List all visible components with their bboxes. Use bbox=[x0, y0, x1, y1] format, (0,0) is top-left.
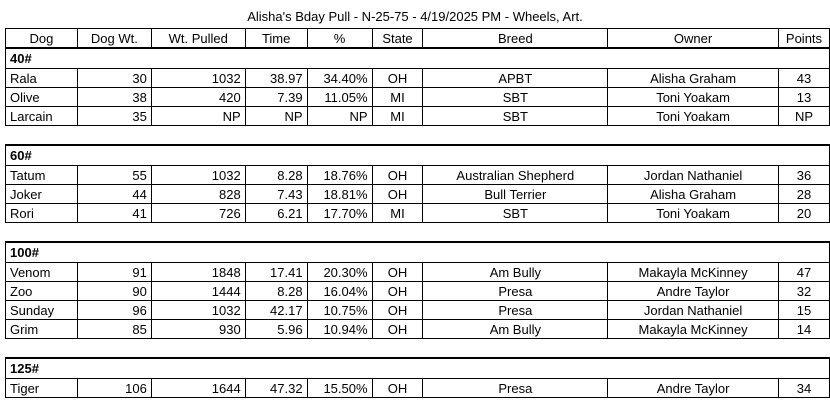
table-cell: 930 bbox=[151, 320, 245, 339]
table-cell: 828 bbox=[151, 185, 245, 204]
column-header: State bbox=[372, 29, 423, 49]
table-cell: 32 bbox=[778, 282, 829, 301]
table-cell: 8.28 bbox=[245, 282, 307, 301]
table-cell: Presa bbox=[423, 301, 608, 320]
table-cell: OH bbox=[372, 166, 423, 185]
table-row bbox=[6, 204, 830, 223]
table-cell: Tatum bbox=[6, 166, 78, 185]
table-row bbox=[6, 282, 830, 301]
table-cell: 1644 bbox=[151, 379, 245, 398]
table-cell: 420 bbox=[151, 88, 245, 107]
column-header: Breed bbox=[423, 29, 608, 49]
table-row bbox=[6, 107, 830, 126]
table-row bbox=[6, 379, 830, 398]
table-cell: 91 bbox=[77, 263, 151, 282]
weight-class-row bbox=[6, 145, 830, 166]
table-cell: Andre Taylor bbox=[608, 379, 779, 398]
table-cell: 43 bbox=[778, 69, 829, 88]
table-cell: 1848 bbox=[151, 263, 245, 282]
table-cell: Jordan Nathaniel bbox=[608, 301, 779, 320]
table-row bbox=[6, 185, 830, 204]
table-cell: 47.32 bbox=[245, 379, 307, 398]
weight-class-label: 60# bbox=[6, 145, 830, 166]
table-cell: 55 bbox=[77, 166, 151, 185]
table-cell: SBT bbox=[423, 204, 608, 223]
table-body bbox=[6, 48, 830, 398]
table-cell: NP bbox=[245, 107, 307, 126]
column-header: Points bbox=[778, 29, 829, 49]
table-cell: Jordan Nathaniel bbox=[608, 166, 779, 185]
table-cell: 1032 bbox=[151, 69, 245, 88]
table-cell: 90 bbox=[77, 282, 151, 301]
table-cell: 85 bbox=[77, 320, 151, 339]
table-cell: OH bbox=[372, 301, 423, 320]
table-cell: 1032 bbox=[151, 301, 245, 320]
table-cell: Joker bbox=[6, 185, 78, 204]
table-cell: 11.05% bbox=[307, 88, 372, 107]
column-header: Dog Wt. bbox=[77, 29, 151, 49]
table-cell: 30 bbox=[77, 69, 151, 88]
weight-class-row bbox=[6, 48, 830, 69]
column-header: % bbox=[307, 29, 372, 49]
table-cell: 44 bbox=[77, 185, 151, 204]
table-cell: 20 bbox=[778, 204, 829, 223]
table-cell: Larcain bbox=[6, 107, 78, 126]
weight-class-label: 125# bbox=[6, 358, 830, 379]
table-cell: OH bbox=[372, 263, 423, 282]
table-cell: Andre Taylor bbox=[608, 282, 779, 301]
table-cell: Toni Yoakam bbox=[608, 204, 779, 223]
header-row bbox=[6, 29, 830, 49]
table-cell: 16.04% bbox=[307, 282, 372, 301]
table-cell: Rala bbox=[6, 69, 78, 88]
weight-class-label: 100# bbox=[6, 242, 830, 263]
table-cell: Sunday bbox=[6, 301, 78, 320]
table-cell: Tiger bbox=[6, 379, 78, 398]
weight-class-label: 40# bbox=[6, 48, 830, 69]
table-cell: 18.76% bbox=[307, 166, 372, 185]
table-cell: OH bbox=[372, 320, 423, 339]
table-cell: 5.96 bbox=[245, 320, 307, 339]
column-header: Time bbox=[245, 29, 307, 49]
table-cell: Zoo bbox=[6, 282, 78, 301]
column-header: Dog bbox=[6, 29, 78, 49]
table-cell: OH bbox=[372, 282, 423, 301]
spacer-row bbox=[6, 223, 830, 243]
table-cell: Bull Terrier bbox=[423, 185, 608, 204]
table-row bbox=[6, 320, 830, 339]
table-cell: Alisha Graham bbox=[608, 185, 779, 204]
table-cell: 15 bbox=[778, 301, 829, 320]
table-cell: 42.17 bbox=[245, 301, 307, 320]
table-cell: 13 bbox=[778, 88, 829, 107]
table-cell: NP bbox=[307, 107, 372, 126]
table-cell: Am Bully bbox=[423, 320, 608, 339]
table-cell: Venom bbox=[6, 263, 78, 282]
table-cell: 6.21 bbox=[245, 204, 307, 223]
table-cell: OH bbox=[372, 379, 423, 398]
table-cell: 41 bbox=[77, 204, 151, 223]
sheet-title: Alisha's Bday Pull - N-25-75 - 4/19/2025 PM - Wheels, Art. bbox=[247, 9, 583, 24]
table-row bbox=[6, 88, 830, 107]
table-cell: 10.94% bbox=[307, 320, 372, 339]
table-cell: 14 bbox=[778, 320, 829, 339]
results-table bbox=[5, 28, 830, 398]
table-cell: 34 bbox=[778, 379, 829, 398]
table-cell: 10.75% bbox=[307, 301, 372, 320]
table-cell: 36 bbox=[778, 166, 829, 185]
table-row bbox=[6, 263, 830, 282]
table-cell: 96 bbox=[77, 301, 151, 320]
table-row bbox=[6, 69, 830, 88]
table-cell: 20.30% bbox=[307, 263, 372, 282]
table-cell: Makayla McKinney bbox=[608, 263, 779, 282]
table-cell: 7.43 bbox=[245, 185, 307, 204]
table-cell: Am Bully bbox=[423, 263, 608, 282]
table-row bbox=[6, 301, 830, 320]
table-cell: Grim bbox=[6, 320, 78, 339]
table-cell: 34.40% bbox=[307, 69, 372, 88]
table-cell: Presa bbox=[423, 282, 608, 301]
table-cell: MI bbox=[372, 204, 423, 223]
table-cell: OH bbox=[372, 185, 423, 204]
table-cell: 17.70% bbox=[307, 204, 372, 223]
table-cell: 38 bbox=[77, 88, 151, 107]
weight-class-row bbox=[6, 242, 830, 263]
spacer-row bbox=[6, 339, 830, 359]
table-cell: 106 bbox=[77, 379, 151, 398]
table-cell: 18.81% bbox=[307, 185, 372, 204]
table-cell: OH bbox=[372, 69, 423, 88]
column-header: Wt. Pulled bbox=[151, 29, 245, 49]
table-cell: Rori bbox=[6, 204, 78, 223]
table-cell: 38.97 bbox=[245, 69, 307, 88]
table-cell: Australian Shepherd bbox=[423, 166, 608, 185]
table-cell: 726 bbox=[151, 204, 245, 223]
table-cell: MI bbox=[372, 107, 423, 126]
table-cell: 28 bbox=[778, 185, 829, 204]
table-cell: NP bbox=[778, 107, 829, 126]
table-cell: 7.39 bbox=[245, 88, 307, 107]
table-cell: 1444 bbox=[151, 282, 245, 301]
table-cell: Toni Yoakam bbox=[608, 88, 779, 107]
table-cell: 17.41 bbox=[245, 263, 307, 282]
table-row bbox=[6, 166, 830, 185]
table-cell: Toni Yoakam bbox=[608, 107, 779, 126]
table-cell: SBT bbox=[423, 107, 608, 126]
table-cell: NP bbox=[151, 107, 245, 126]
table-cell: MI bbox=[372, 88, 423, 107]
table-cell: Makayla McKinney bbox=[608, 320, 779, 339]
table-cell: 15.50% bbox=[307, 379, 372, 398]
table-cell: SBT bbox=[423, 88, 608, 107]
table-cell: Presa bbox=[423, 379, 608, 398]
table-cell: Alisha Graham bbox=[608, 69, 779, 88]
weight-class-row bbox=[6, 358, 830, 379]
table-cell: 1032 bbox=[151, 166, 245, 185]
spacer-row bbox=[6, 126, 830, 146]
table-cell: 8.28 bbox=[245, 166, 307, 185]
table-cell: 35 bbox=[77, 107, 151, 126]
table-cell: APBT bbox=[423, 69, 608, 88]
table-cell: Olive bbox=[6, 88, 78, 107]
table-cell: 47 bbox=[778, 263, 829, 282]
column-header: Owner bbox=[608, 29, 779, 49]
